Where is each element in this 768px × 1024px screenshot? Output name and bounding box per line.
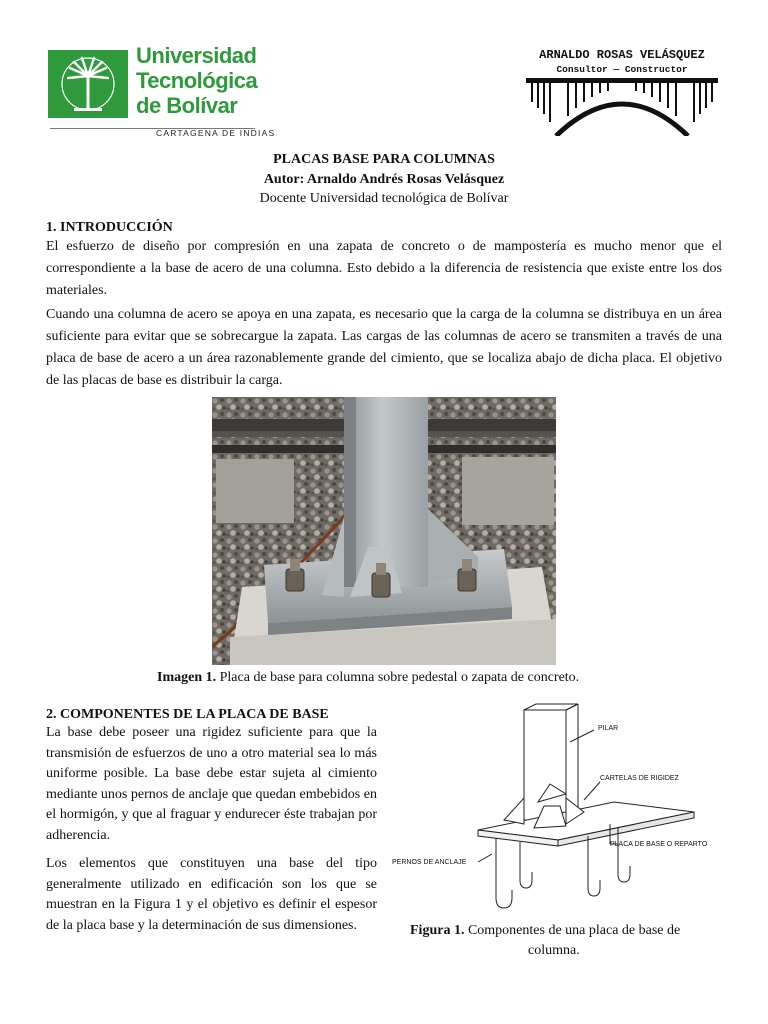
author-logo <box>526 44 718 136</box>
label-pernos: PERNOS DE ANCLAJE <box>392 859 467 866</box>
section1-paragraph2: Cuando una columna de acero se apoya en una zapata, es necesario que la carga de la columna se distribuya en un área suficiente para evitar que se sobrecargue la zapata. Las cargas de las columnas de acero se transmiten a través de una placa de base de acero a un área razonablemente grande del cimiento, que se localiza abajo de dicha placa. El objetivo de las placas de base es distribuir la carga. <box>46 307 722 388</box>
university-city: CARTAGENA DE INDIAS <box>156 128 276 138</box>
university-name-line2: Tecnológica <box>136 68 258 93</box>
section2-paragraph1: La base debe poseer una rigidez suficiente para que la transmisión de esfuerzos de uno a otro material sea lo más uniforme posible. La base debe estar sujeta al cimiento mediante unos pernos de anclaje que quedan embebidos en el hormigón, y que al fraguar y endurecer éste trabajan por adherencia. <box>46 725 377 843</box>
figure1-caption-label: Figura 1. <box>410 923 465 938</box>
image1-caption-text: Placa de base para columna sobre pedestal o zapata de concreto. <box>216 670 580 685</box>
author-line <box>0 170 768 189</box>
section2-heading: 2. COMPONENTES DE LA PLACA DE BASE <box>46 707 329 722</box>
author-logo-subtitle: Consultor — Constructor <box>556 64 688 75</box>
section2-paragraph2: Los elementos que constituyen una base del tipo generalmente utilizado en edificación son los que se muestran en la Figura 1 y el objetivo es definir el espesor de la placa base y la determinación de sus dimensiones. <box>46 856 377 933</box>
image1-caption-label: Imagen 1. <box>157 670 217 685</box>
label-pilar: PILAR <box>598 725 619 732</box>
figure1-caption-line2: columna. <box>528 943 580 958</box>
author-prefix: Autor: <box>263 172 307 187</box>
university-name-line3: de Bolívar <box>136 93 238 118</box>
figure1-caption-line1 <box>410 921 680 940</box>
author-logo-name: ARNALDO ROSAS VELÁSQUEZ <box>539 48 705 62</box>
author-name: Arnaldo Andrés Rosas Velásquez <box>306 172 505 187</box>
image1-caption <box>157 668 579 687</box>
section1-heading: 1. INTRODUCCIÓN <box>46 220 173 235</box>
palm-tree-icon <box>48 50 128 118</box>
base-plate-diagram <box>388 702 720 914</box>
author-affiliation: Docente Universidad tecnológica de Bolívar <box>259 191 509 206</box>
section1-paragraph1: El esfuerzo de diseño por compresión en una zapata de concreto o de mampostería es mucho menor que el correspondiente a la base de acero de una columna. Esto debido a la diferencia de resistencia que existe entre los dos materiales. <box>46 239 722 298</box>
figure1-caption-text: Componentes de una placa de base de <box>464 923 681 938</box>
university-logo <box>46 43 276 138</box>
bridge-icon <box>526 78 718 136</box>
document-title: PLACAS BASE PARA COLUMNAS <box>273 152 495 167</box>
label-placa: PLACA DE BASE O REPARTO <box>610 841 708 848</box>
label-cartelas: CARTELAS DE RIGIDEZ <box>600 775 679 782</box>
base-plate-photo <box>212 397 556 665</box>
university-name-line1: Universidad <box>136 43 257 68</box>
